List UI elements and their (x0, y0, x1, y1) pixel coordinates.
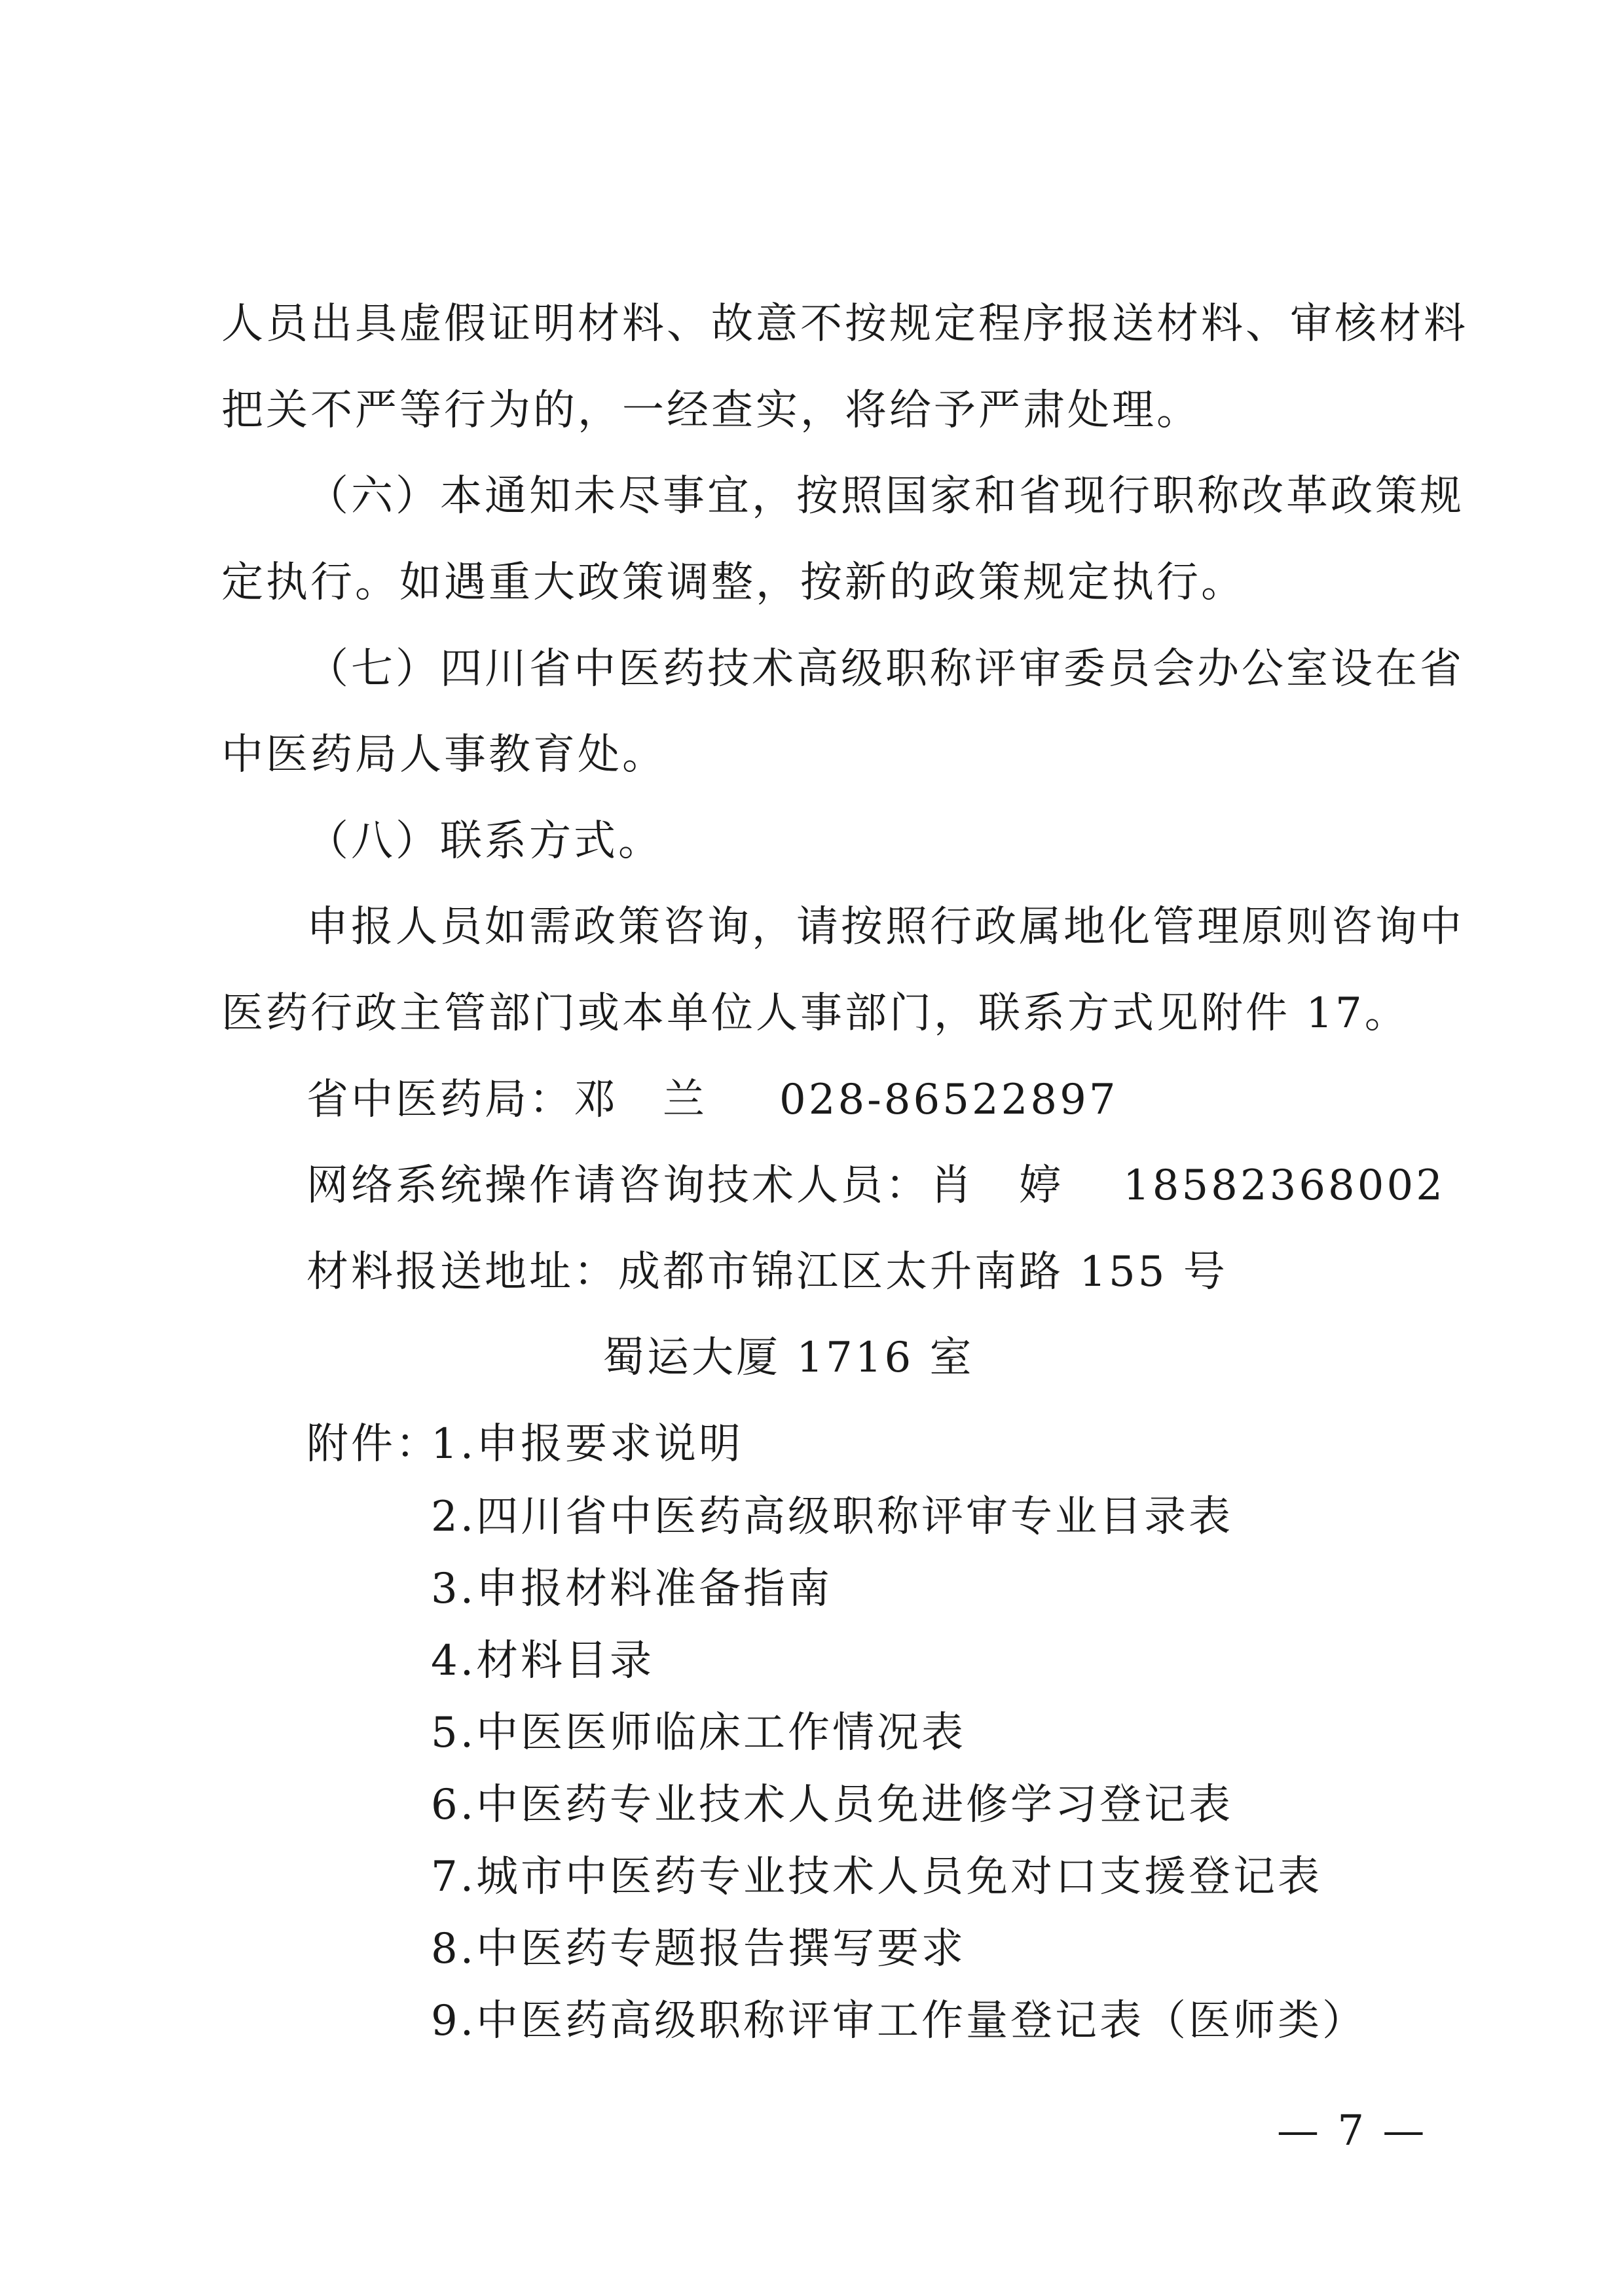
address-line: 蜀运大厦 1716 室 (602, 1334, 974, 1382)
item-6-line: 定执行。如遇重大政策调整，按新的政策规定执行。 (221, 558, 1246, 607)
page-number: — 7 — (1277, 2107, 1428, 2155)
contact-tech-label: 网络系统操作请咨询技术人员：肖 婷 (306, 1161, 1063, 1210)
attachment-item: 1.申报要求说明 (431, 1420, 744, 1468)
attachment-item: 2.四川省中医药高级职称评审专业目录表 (431, 1493, 1234, 1541)
item-8-heading: （八）联系方式。 (306, 817, 663, 866)
attachment-item: 5.中医医师临床工作情况表 (431, 1709, 967, 1757)
attachment-item: 7.城市中医药专业技术人员免对口支援登记表 (431, 1853, 1323, 1901)
body-text-line: 把关不严等行为的，一经查实，将给予严肃处理。 (221, 386, 1201, 435)
contact-province-label: 省中医药局：邓 兰 (306, 1076, 707, 1124)
address-line: 材料报送地址：成都市锦江区太升南路 155 号 (306, 1248, 1228, 1296)
item-7-line: 中医药局人事教育处。 (221, 731, 667, 779)
consult-line: 医药行政主管部门或本单位人事部门，联系方式见附件 17。 (221, 989, 1409, 1038)
body-text-line: 人员出具虚假证明材料、故意不按规定程序报送材料、审核材料 (221, 300, 1468, 348)
attachment-item: 9.中医药高级职称评审工作量登记表（医师类） (431, 1997, 1367, 2045)
item-6-line: （六）本通知未尽事宜，按照国家和省现行职称改革政策规 (306, 472, 1464, 520)
attachment-item: 3.申报材料准备指南 (431, 1565, 833, 1613)
attachment-item: 4.材料目录 (431, 1637, 655, 1685)
consult-line: 申报人员如需政策咨询，请按照行政属地化管理原则咨询中 (306, 903, 1464, 951)
attachments-label: 附件： (306, 1420, 440, 1468)
item-7-line: （七）四川省中医药技术高级职称评审委员会办公室设在省 (306, 645, 1464, 693)
attachment-item: 6.中医药专业技术人员免进修学习登记表 (431, 1781, 1234, 1829)
contact-tech-phone: 18582368002 (1123, 1161, 1445, 1210)
contact-province-phone: 028-86522897 (779, 1076, 1118, 1124)
attachment-item: 8.中医药专题报告撰写要求 (431, 1925, 967, 1973)
